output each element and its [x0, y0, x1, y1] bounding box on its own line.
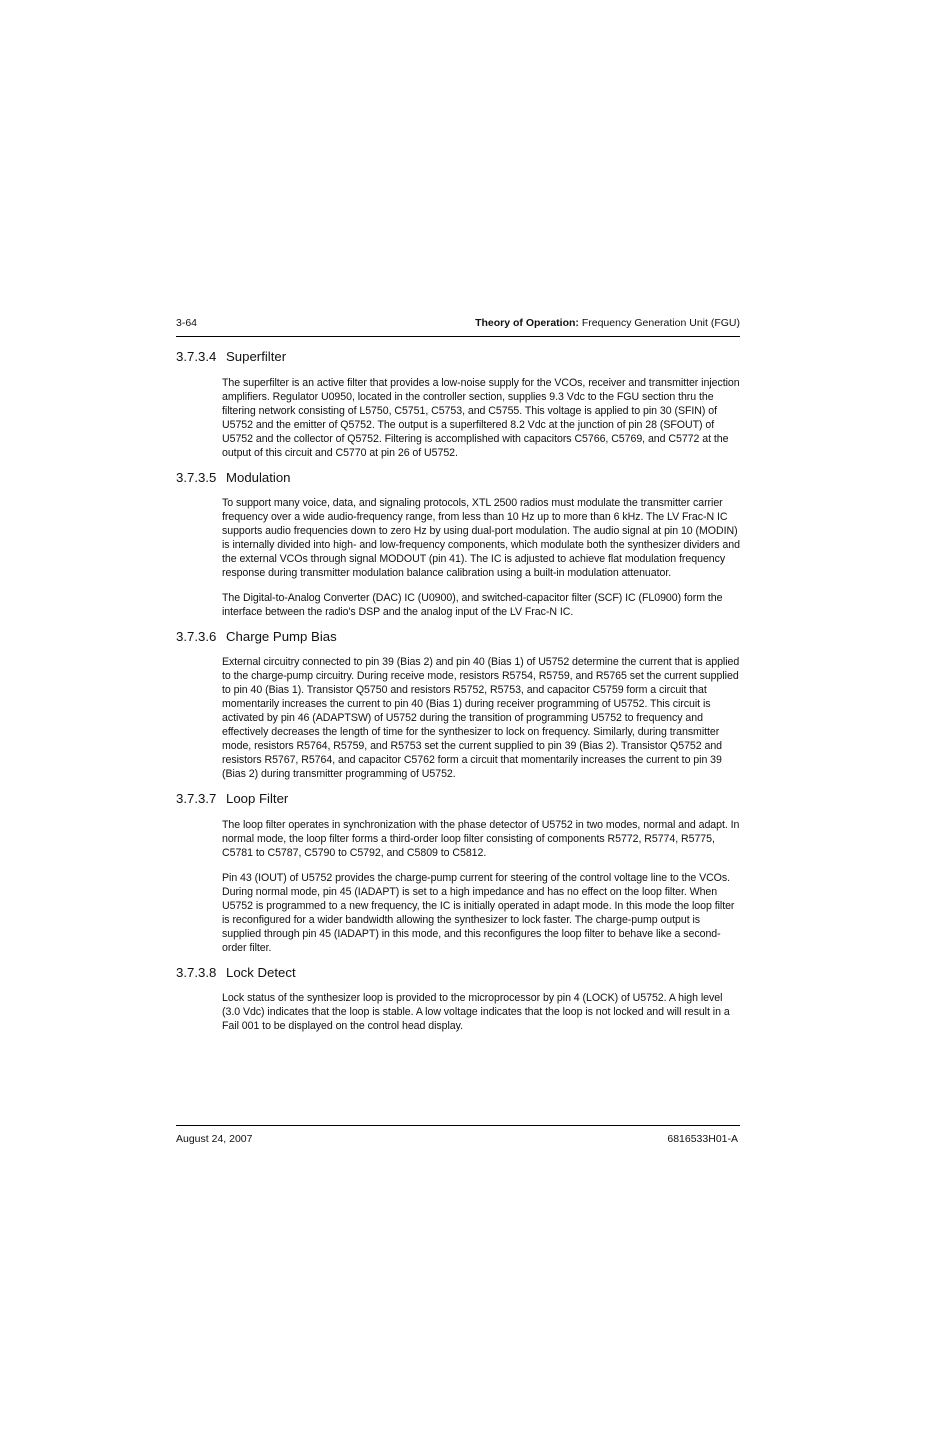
section-heading	[176, 348, 740, 365]
running-title-bold: Theory of Operation:	[475, 317, 579, 329]
paragraph: The loop filter operates in synchronization with the phase detector of U5752 in two modes, normal and adapt. In normal mode, the loop filter forms a third-order loop filter consisting of components R5772, R5774, R5775, C5781 to C5787, C5790 to C5792, and C5809 to C5812.	[222, 818, 740, 859]
section-title: Superfilter	[226, 349, 287, 364]
section-modulation	[176, 469, 740, 619]
paragraph: Pin 43 (IOUT) of U5752 provides the charge-pump current for steering of the control voltage line to the VCOs. During normal mode, pin 45 (IADAPT) is set to a high impedance and has no effect on the loop filter. When U5752 is programmed to a new frequency, the IC is initially operated in adapt mode. In this mode the loop filter is reconfigured for a wider bandwidth allowing the synthesizer to lock faster. The charge-pump output is supplied through pin 45 (IADAPT) in this mode, and this reconfigures the loop filter to behave like a second-order filter.	[222, 871, 735, 954]
section-title: Lock Detect	[226, 964, 296, 980]
section-number: 3.7.3.6	[176, 628, 217, 644]
paragraph: The superfilter is an active filter that provides a low-noise supply for the VCOs, receiver and transmitter injection amplifiers. Regulator U0950, located in the controller section, supplies 9.3 Vdc to the FGU section thru the filtering network consisting of L5750, C5751, C5753, and C5755. This voltage is applied to pin 30 (SFIN) of U5752 and the emitter of Q5752. The output is a superfiltered 8.2 Vdc at the junction of pin 28 (SFOUT) of U5752 and the collector of Q5752. Filtering is accomplished with capacitors C5766, C5769, and C5772 at the output of this circuit and C5770 at pin 26 of U5752.	[222, 376, 740, 459]
section-heading	[176, 469, 740, 486]
running-title-rest: Frequency Generation Unit (FGU)	[581, 317, 740, 329]
paragraph: Lock status of the synthesizer loop is provided to the microprocessor by pin 4 (LOCK) of U5752. A high level (3.0 Vdc) indicates that the loop is stable. A low voltage indicates that the loop is not locked and will result in a Fail 001 to be displayed on the control head display.	[222, 992, 730, 1033]
paragraph: External circuitry connected to pin 39 (Bias 2) and pin 40 (Bias 1) of U5752 determine the current that is applied to the charge-pump circuitry. During receive mode, resistors R5754, R5759, and R5765 set the current supplied to pin 40 (Bias 1). Transistor Q5750 and resistors R5752, R5753, and capacitor C5759 form a circuit that momentarily increases the current to pin 40 (Bias 1) during receiver programming of U5752. This circuit is activated by pin 46 (ADAPTSW) of U5752 during the transition of programming U5752 to frequency and effectively decreases the length of time for the synthesizer to lock on frequency. Similarly, during transmitter mode, resistors R5764, R5759, and R5753 set the current supplied to pin 39 (Bias 2). Transistor Q5752 and resistors R5767, R5764, and capacitor C5762 form a circuit that momentarily increases the current to pin 39 (Bias 2) during transmitter programming of U5752.	[222, 656, 740, 781]
section-title: Charge Pump Bias	[226, 628, 337, 644]
section-charge-pump-bias	[176, 628, 740, 782]
page-footer	[176, 1125, 740, 1146]
document-number: 6816533H01-A	[667, 1133, 738, 1145]
publication-date: August 24, 2007	[176, 1133, 253, 1145]
page-body	[176, 348, 740, 1042]
section-number: 3.7.3.5	[176, 469, 217, 485]
section-heading	[176, 964, 740, 981]
page-number: 3-64	[176, 317, 198, 329]
section-number: 3.7.3.7	[176, 791, 217, 807]
paragraph: The Digital-to-Analog Converter (DAC) IC (U0900), and switched-capacitor filter (SCF) IC (FL0900) form the interface between the radio's DSP and the analog input of the LV Frac-N IC.	[222, 591, 723, 618]
section-title: Modulation	[226, 469, 291, 485]
paragraph: To support many voice, data, and signaling protocols, XTL 2500 radios must modulate the transmitter carrier frequency over a wide audio-frequency range, from less than 10 Hz up to more than 6 kHz. The LV Frac-N IC supports audio frequencies down to zero Hz by using dual-port modulation. The audio signal at pin 10 (MODIN) is internally divided into high- and low-frequency components, which modulate both the synthesizer dividers and the external VCOs through signal MODOUT (pin 41). The IC is adjusted to achieve flat modulation frequency response during transmitter modulation balance calibration using a built-in modulation attenuator.	[222, 497, 740, 580]
section-heading	[176, 790, 740, 807]
section-loop-filter	[176, 790, 740, 954]
page-header	[176, 316, 740, 337]
section-heading	[176, 628, 740, 645]
section-number: 3.7.3.4	[176, 349, 217, 364]
section-lock-detect	[176, 964, 740, 1034]
section-number: 3.7.3.8	[176, 964, 217, 980]
section-superfilter	[176, 348, 740, 460]
running-title	[475, 317, 740, 329]
section-title: Loop Filter	[226, 791, 289, 807]
